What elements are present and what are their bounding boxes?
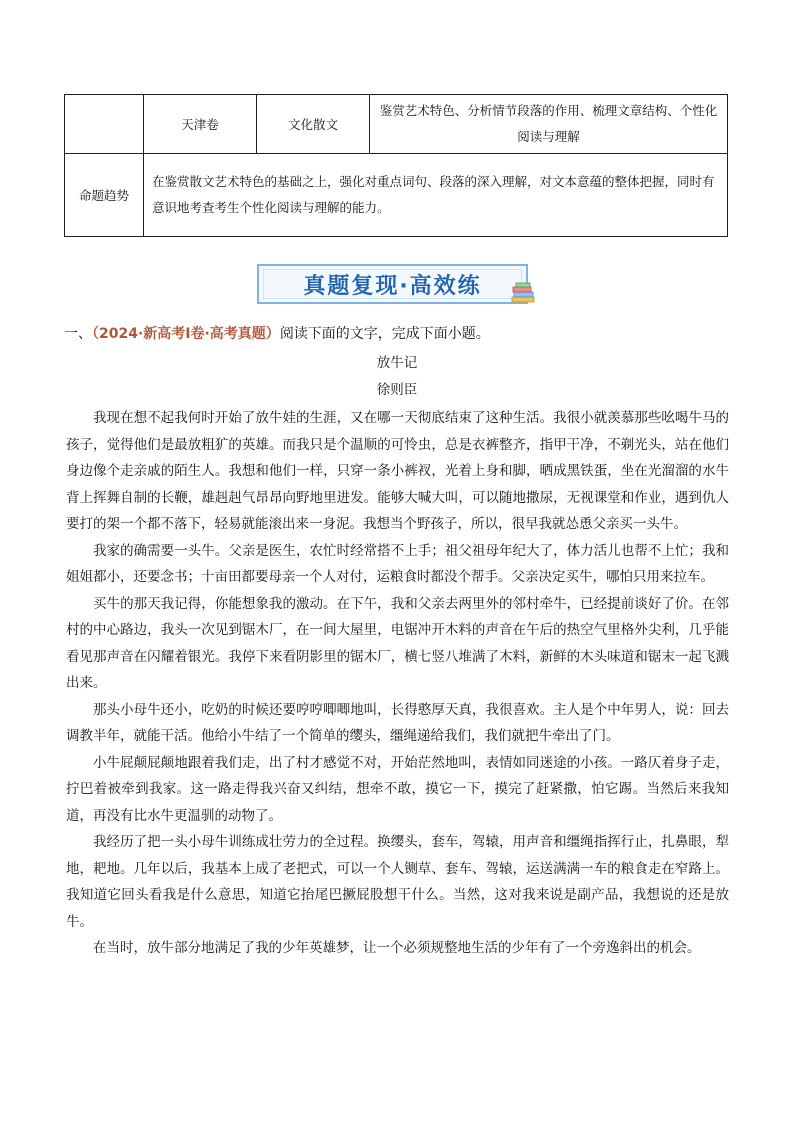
- article-paragraph: 我现在想不起我何时开始了放牛娃的生涯，又在哪一天彻底结束了这种生活。我很小就羡慕那些吆喝牛马的孩子，觉得他们是最放粗犷的英雄。而我只是个温顺的可怜虫，总是衣裤整齐，指甲干净，不剃光头，站在他们身边像个走亲戚的陌生人。我想和他们一样，只穿一条小裤衩，光着上身和脚，晒成黑铁蛋，坐在光溜溜的水牛背上挥舞自制的长鞭，雄赳赳气昂昂向野地里进发。能够大喊大叫，可以随地撒尿，无视课堂和作业，遇到仇人要打的架一个都不落下，轻易就能滚出来一身泥。我想当个野孩子，所以，很早我就怂恿父亲买一头牛。: [66, 410, 729, 532]
- table-cell-skills: 鉴赏艺术特色、分析情节段落的作用、梳理文章结构、个性化阅读与理解: [370, 95, 728, 154]
- question-header: [64, 323, 744, 343]
- article-body: [66, 405, 729, 962]
- table-cell-region: 天津卷: [144, 95, 257, 154]
- article-paragraph: 我经历了把一头小母牛训练成壮劳力的全过程。换缨头，套车，驾辕，用声音和缰绳指挥行止，扎鼻眼，犁地，耙地。几年以后，我基本上成了老把式，可以一个人铡草、套车、驾辕，运送满满一车的粮食走在窄路上。我知道它回头看我是什么意思，知道它抬尾巴撅屁股想干什么。当然，这对我来说是副产品，我想说的还是放牛。: [66, 834, 729, 930]
- article-paragraph: 我家的确需要一头牛。父亲是医生，农忙时经常搭不上手；祖父祖母年纪大了，体力活儿也帮不上忙；我和姐姐都小，还要念书；十亩田都要母亲一个人对付，运粮食时都没个帮手。父亲决定买牛，哪怕只用来拉车。: [66, 542, 729, 585]
- table-cell-trend-label: 命题趋势: [65, 154, 144, 237]
- question-source: （2024·新高考Ⅰ卷·高考真题）: [92, 326, 280, 342]
- question-instruction: 阅读下面的文字，完成下面小题。: [279, 326, 490, 342]
- table-cell-trend-text: 在鉴赏散文艺术特色的基础之上，强化对重点词句、段落的深入理解，对文本意蕴的整体把握，同时有意识地考查考生个性化阅读与理解的能力。: [144, 154, 728, 237]
- section-banner: [257, 264, 528, 304]
- table-cell-empty: [65, 95, 144, 154]
- table-cell-genre: 文化散文: [257, 95, 370, 154]
- banner-title: 真题复现·高效练: [303, 273, 482, 299]
- article-paragraph: 在当时，放牛部分地满足了我的少年英雄梦，让一个必须规整地生活的少年有了一个旁逸斜出的机会。: [93, 940, 701, 956]
- article-author: 徐则臣: [376, 382, 418, 398]
- article-paragraph: 那头小母牛还小，吃奶的时候还要哼哼唧唧地叫，长得憨厚天真，我很喜欢。主人是个中年男人，说：回去调教半年，就能干活。他给小牛结了一个简单的缨头，缰绳递给我们，我们就把牛牵出了门。: [66, 701, 729, 744]
- table-row: [65, 95, 728, 154]
- table-row: [65, 154, 728, 237]
- article-paragraph: 小牛屁颠屁颠地跟着我们走，出了村才感觉不对，开始茫然地叫，表情如同迷途的小孩。一路仄着身子走，拧巴着被牵到我家。这一路走得我兴奋又纠结，想牵不敢，摸它一下，摸完了赶紧撒，怕它踢。当然后来我知道，再没有比水牛更温驯的动物了。: [66, 754, 729, 824]
- books-icon: [510, 282, 536, 304]
- exam-info-table: [64, 94, 728, 237]
- question-number: 一、: [64, 326, 92, 342]
- article-paragraph: 买牛的那天我记得，你能想象我的激动。在下午，我和父亲去两里外的邻村牵牛，已经提前谈好了价。在邻村的中心路边，我头一次见到锯木厂，在一间大屋里，电锯冲开木料的声音在午后的热空气里格外尖利，几乎能看见那声音在闪耀着银光。我停下来看阴影里的锯木厂，横七竖八堆满了木料，新鲜的木头味道和锯末一起飞溅出来。: [66, 595, 729, 691]
- article-title: 放牛记: [376, 355, 418, 371]
